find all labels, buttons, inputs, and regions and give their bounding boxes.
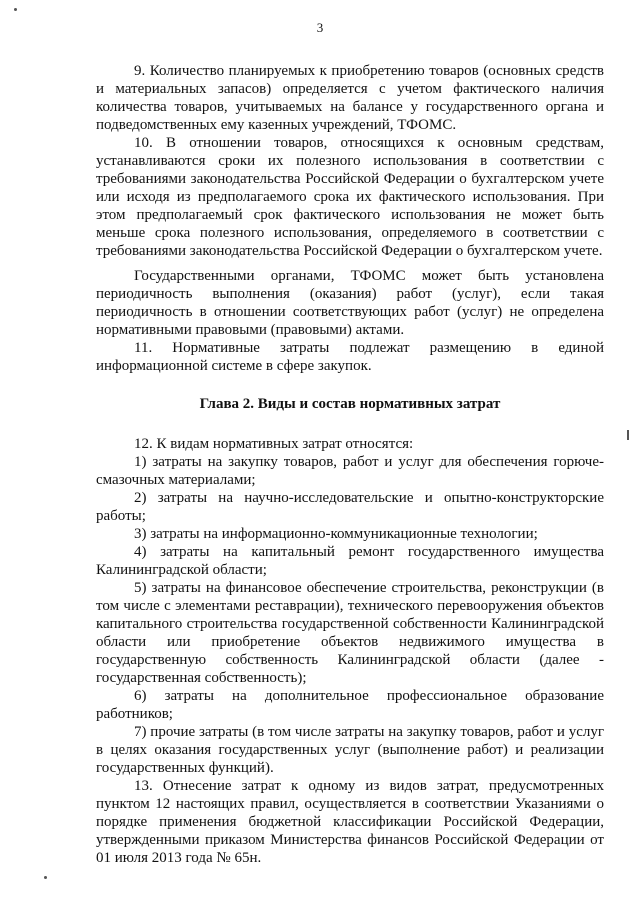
page-number: 3 [316,20,324,35]
paragraph-11: 11. Нормативные затраты подлежат размещению в единой информационной системе в сфере закупок. [96,340,604,374]
paragraph-12-intro: 12. К видам нормативных затрат относятся: [134,436,414,452]
paragraph-10-periodicity: Государственными органами, ТФОМС может быть установлена периодичность выполнения (оказания) работ (услуг), если такая периодичность в отношении соответствующих работ (услуг) не определена нормативными правовыми (правовыми) актами. [96,268,604,338]
chapter-heading: Глава 2. Виды и состав нормативных затрат [199,396,501,412]
list-item: 5) затраты на финансовое обеспечение строительства, реконструкции (в том числе с элементами реставрации), технического перевооружения объектов капитального строительства государственной собственности Калининградской области или приобретение объектов недвижимого имущества в государственную собственность Калининградской области (далее - государственная собственность); [96,580,604,686]
scan-speck [44,876,47,879]
list-item: 1) затраты на закупку товаров, работ и услуг для обеспечения горюче-смазочных материалами; [96,454,604,488]
list-item: 4) затраты на капитальный ремонт государственного имущества Калининградской области; [96,544,604,578]
list-item: 6) затраты на дополнительное профессиональное образование работников; [96,688,604,722]
list-item: 7) прочие затраты (в том числе затраты на закупку товаров, работ и услуг в целях оказания государственных услуг (выполнение работ) и реализации государственных функций). [96,724,604,776]
paragraph-10: 10. В отношении товаров, относящихся к основным средствам, устанавливаются сроки их полезного использования в соответствии с требованиями законодательства Российской Федерации о бухгалтерском учете или исходя из предполагаемого срока их фактического использования. При этом предполагаемый срок фактического использования не может быть меньше срока полезного использования, определяемого в соответствии с требованиями законодательства Российской Федерации о бухгалтерском учете. [96,135,604,259]
paragraph-13: 13. Отнесение затрат к одному из видов затрат, предусмотренных пунктом 12 настоящих правил, осуществляется в соответствии Указаниями о порядке применения бюджетной классификации Российской Федерации, утвержденными приказом Министерства финансов Российской Федерации от 01 июля 2013 года № 65н. [96,778,604,866]
scan-speck [627,430,629,440]
list-item: 3) затраты на информационно-коммуникационные технологии; [134,526,538,542]
document-body [96,62,604,867]
paragraph-9: 9. Количество планируемых к приобретению товаров (основных средств и материальных запасов) определяется с учетом фактического наличия количества товаров, учитываемых на балансе у государственного органа и подведомственных ему казенных учреждений, ТФОМС. [96,63,604,133]
list-item: 2) затраты на научно-исследовательские и опытно-конструкторские работы; [96,490,604,524]
scan-speck [14,8,17,11]
